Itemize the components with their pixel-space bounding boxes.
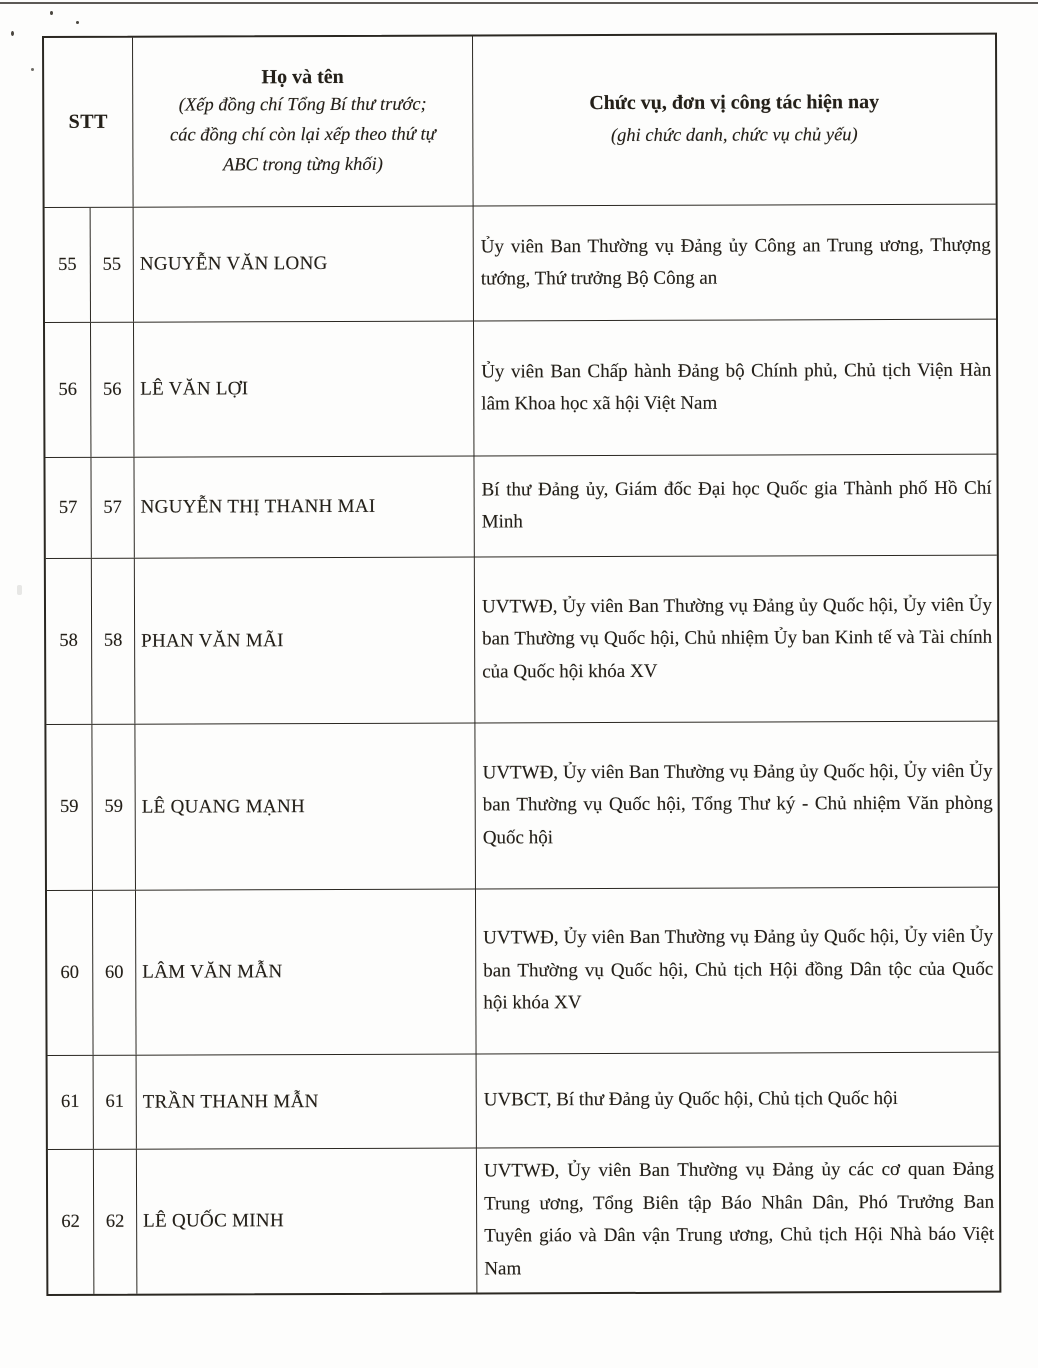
name-cell [135,889,476,1054]
position-cell [474,556,998,723]
table-row [45,454,996,558]
row-number-cell-2 [91,725,135,890]
name-cell [134,723,475,889]
position-text: UVTWĐ, Ủy viên Ban Thường vụ Đảng ủy các cơ quan Đảng Trung ương, Tổng Biên tập Báo Nhân Dân, Phó Trưởng Ban Tuyên giáo và Dân vận Trung ương, Chủ tịch Hội Nhà báo Việt Nam [483,1158,995,1279]
row-number: 62 [61,1211,80,1232]
officials-table [42,33,1001,1296]
table-row [48,1146,1000,1294]
position-text: UVTWĐ, Ủy viên Ban Thường vụ Đảng ủy Quốc hội, Ủy viên Ủy ban Thường vụ Quốc hội, Chủ nhiệm Ủy ban Kinh tế và Tài chính của Quốc hội khóa XV [481,594,993,683]
table-row [48,1052,999,1149]
table-row [45,319,996,457]
row-number-2: 62 [105,1211,125,1232]
row-number-2: 58 [103,630,123,651]
person-name: TRẦN THANH MẪN [142,1090,319,1113]
name-cell [133,206,473,321]
row-number-2: 61 [105,1091,125,1112]
person-name: PHAN VĂN MÃI [141,629,284,652]
header-name-note-line: các đồng chí còn lại xếp theo thứ tự [169,124,436,146]
row-number-cell [48,1150,94,1294]
row-number-2: 55 [102,254,122,275]
row-number: 60 [60,962,80,983]
row-number-cell [46,559,92,724]
row-number-cell-2 [91,559,135,724]
table-header-row [44,35,996,207]
position-text: UVTWĐ, Ủy viên Ban Thường vụ Đảng ủy Quốc hội, Ủy viên Ủy ban Thường vụ Quốc hội, Tổng Thư ký - Chủ nhiệm Văn phòng Quốc hội [482,760,993,849]
position-cell [476,1147,999,1293]
row-number-cell-2 [93,1056,136,1149]
scan-speckle [17,585,22,595]
person-name: LÊ QUỐC MINH [143,1210,284,1232]
name-cell [136,1054,476,1148]
name-cell [133,456,473,557]
person-name: LÊ VĂN LỢI [140,378,249,400]
table-row [45,204,996,322]
person-name: LÂM VĂN MẪN [142,961,283,983]
row-number-cell-2 [92,891,136,1055]
row-number: 56 [58,379,78,400]
position-text: UVTWĐ, Ủy viên Ban Thường vụ Đảng ủy Quốc hội, Ủy viên Ủy ban Thường vụ Quốc hội, Chủ tịch Hội đồng Dân tộc của Quốc hội khóa XV [483,925,994,1014]
position-text: Ủy viên Ban Thường vụ Đảng ủy Công an Trung ương, Thượng tướng, Thứ trưởng Bộ Công an [480,234,991,290]
row-number-cell [46,725,92,890]
name-cell [133,321,473,456]
position-cell [476,1053,999,1148]
header-stt-label: STT [68,110,108,133]
name-cell [134,557,475,723]
scan-speckle [11,31,14,36]
scan-speckle [31,68,34,71]
header-name-cell [132,36,473,206]
row-number-cell-2 [93,1150,137,1294]
row-number-cell [47,891,93,1055]
row-number-cell [45,208,90,322]
row-number-2: 56 [102,379,122,400]
row-number-2: 57 [103,497,122,518]
header-name-note-line: ABC trong từng khối) [222,154,383,175]
row-number: 57 [58,497,78,518]
header-position-cell [472,35,996,206]
row-number-cell-2 [90,323,133,457]
row-number: 61 [60,1091,80,1112]
row-number-cell [45,323,90,457]
table-row [46,721,998,890]
scan-artifact-line [0,2,1038,4]
header-position-title: Chức vụ, đơn vị công tác hiện nay [589,91,880,115]
position-text: Ủy viên Ban Chấp hành Đảng bộ Chính phủ, Chủ tịch Viện Hàn lâm Khoa học xã hội Việt Nam [481,359,992,415]
row-number: 55 [58,254,77,275]
header-name-title: Họ và tên [261,65,344,88]
header-stt-cell [44,38,133,207]
position-text: Bí thư Đảng ủy, Giám đốc Đại học Quốc gia Thành phố Hồ Chí Minh [481,477,992,533]
position-text: UVBCT, Bí thư Đảng ủy Quốc hội, Chủ tịch Quốc hội [483,1088,898,1111]
row-number-2: 60 [104,962,124,983]
name-cell [136,1148,477,1293]
position-cell [475,888,999,1054]
person-name: NGUYỄN VĂN LONG [139,253,328,275]
row-number-cell [45,458,90,558]
position-cell [473,320,996,456]
header-position-note: (ghi chức danh, chức vụ chủ yếu) [610,125,858,147]
table-row [46,555,998,724]
scan-speckle [50,11,53,15]
position-cell [473,205,996,321]
person-name: NGUYỄN THỊ THANH MAI [140,495,376,518]
position-cell [473,455,996,557]
row-number-cell-2 [90,208,133,322]
table-body [45,204,1000,1294]
scan-speckle [76,21,79,24]
row-number-cell-2 [90,458,133,558]
row-number-2: 59 [104,796,123,817]
header-name-note-line: (Xếp đồng chí Tổng Bí thư trước; [178,94,427,116]
row-number: 58 [59,630,78,651]
row-number: 59 [59,796,79,817]
table-row [47,887,999,1055]
row-number-cell [48,1056,93,1149]
person-name: LÊ QUANG MẠNH [141,795,306,818]
position-cell [474,722,998,889]
